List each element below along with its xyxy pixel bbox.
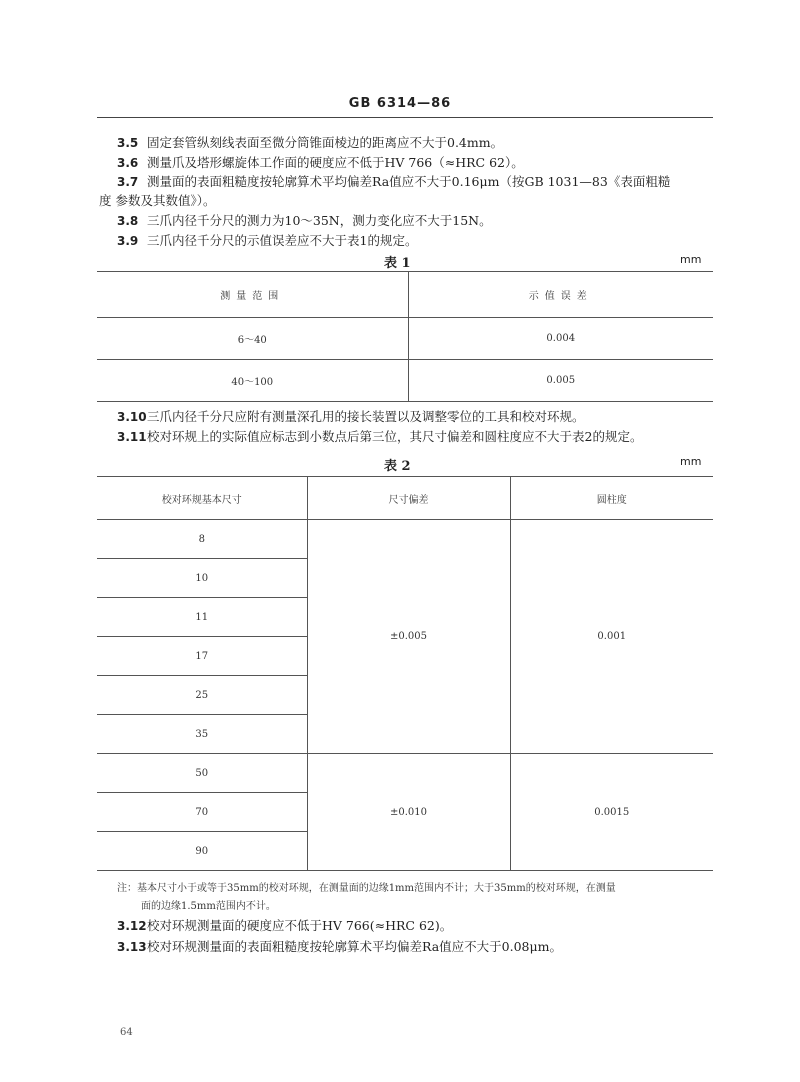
clause-text: 测量爪及塔形螺旋体工作面的硬度应不低于HV 766（≈HRC 62）。 xyxy=(147,155,524,170)
clause-3-7-continued xyxy=(99,193,215,209)
page-number: 64 xyxy=(120,1027,133,1038)
clause-text: 校对环规上的实际值应标志到小数点后第三位，其尺寸偏差和圆柱度应不大于表2的规定。 xyxy=(147,429,643,444)
table1-unit: mm xyxy=(680,253,702,266)
cell-range: 6～40 xyxy=(97,318,408,360)
cell-error: 0.005 xyxy=(408,360,713,402)
clause-number: 3.10 xyxy=(117,410,147,424)
table1-caption: 表 1 xyxy=(384,256,411,271)
cell-size-deviation: ±0.005 xyxy=(307,520,510,754)
clause-text: 校对环规测量面的硬度应不低于HV 766(≈HRC 62)。 xyxy=(147,918,453,933)
note-line-1: 注：基本尺寸小于或等于35mm的校对环规，在测量面的边缘1mm范围内不计；大于35mm的校对环规，在测量 xyxy=(117,883,616,894)
cell-cylindricity: 0.001 xyxy=(510,520,713,754)
cell-range: 40～100 xyxy=(97,360,408,402)
cell-ring-size: 35 xyxy=(97,715,307,754)
cell-ring-size: 70 xyxy=(97,793,307,832)
column-header-size-deviation: 尺寸偏差 xyxy=(307,477,510,520)
clause-number: 3.7 xyxy=(117,175,139,189)
clause-number: 3.9 xyxy=(117,234,139,248)
clause-3-10 xyxy=(117,409,585,425)
table-1 xyxy=(97,271,713,402)
cell-size-deviation: ±0.010 xyxy=(307,754,510,871)
table-row xyxy=(97,318,713,360)
cell-ring-size: 50 xyxy=(97,754,307,793)
clause-number: 3.6 xyxy=(117,156,139,170)
clause-3-5 xyxy=(117,135,503,151)
clause-text: 测量面的表面粗糙度按轮廓算术平均偏差Ra值应不大于0.16μm（按GB 1031—83《表面粗糙 xyxy=(147,174,671,189)
cell-ring-size: 11 xyxy=(97,598,307,637)
cell-ring-size: 10 xyxy=(97,559,307,598)
cell-ring-size: 17 xyxy=(97,637,307,676)
cell-ring-size: 90 xyxy=(97,832,307,871)
column-header-indication-error: 示值误差 xyxy=(408,272,713,318)
clause-number: 3.8 xyxy=(117,214,139,228)
column-header-measuring-range: 测量范围 xyxy=(97,272,408,318)
header-rule xyxy=(97,117,713,118)
table-header-row xyxy=(97,477,713,520)
table-note xyxy=(117,880,717,916)
clause-number: 3.12 xyxy=(117,919,147,933)
clause-3-12 xyxy=(117,918,452,934)
clause-text: 三爪内径千分尺的示值误差应不大于表1的规定。 xyxy=(147,233,418,248)
clause-text: 固定套管纵刻线表面至微分筒锥面棱边的距离应不大于0.4mm。 xyxy=(147,135,504,150)
clause-number: 3.11 xyxy=(117,430,147,444)
clause-number: 3.5 xyxy=(117,136,139,150)
table-header-row xyxy=(97,272,713,318)
clause-text: 校对环规测量面的表面粗糙度按轮廓算术平均偏差Ra值应不大于0.08μm。 xyxy=(147,939,562,954)
clause-3-9 xyxy=(117,233,417,249)
cell-error: 0.004 xyxy=(408,318,713,360)
column-header-cylindricity: 圆柱度 xyxy=(510,477,713,520)
clause-3-13 xyxy=(117,939,562,955)
cell-cylindricity: 0.0015 xyxy=(510,754,713,871)
table-row xyxy=(97,520,713,559)
table-row xyxy=(97,754,713,793)
table-row xyxy=(97,360,713,402)
clause-text: 度 参数及其数值》）。 xyxy=(99,193,216,208)
clause-3-6 xyxy=(117,155,524,171)
clause-3-8 xyxy=(117,213,492,229)
table2-caption: 表 2 xyxy=(384,459,411,474)
cell-ring-size: 8 xyxy=(97,520,307,559)
clause-text: 三爪内径千分尺的测力为10～35N，测力变化应不大于15N。 xyxy=(147,213,492,228)
table-2 xyxy=(97,476,713,871)
clause-text: 三爪内径千分尺应附有测量深孔用的接长装置以及调整零位的工具和校对环规。 xyxy=(147,409,585,424)
clause-3-11 xyxy=(117,429,642,445)
cell-ring-size: 25 xyxy=(97,676,307,715)
note-line-2: 面的边缘1.5mm范围内不计。 xyxy=(141,901,276,912)
clause-number: 3.13 xyxy=(117,940,147,954)
column-header-ring-size: 校对环规基本尺寸 xyxy=(97,477,307,520)
clause-3-7 xyxy=(117,174,670,190)
standard-code-header: GB 6314—86 xyxy=(348,96,452,111)
table2-unit: mm xyxy=(680,455,702,468)
